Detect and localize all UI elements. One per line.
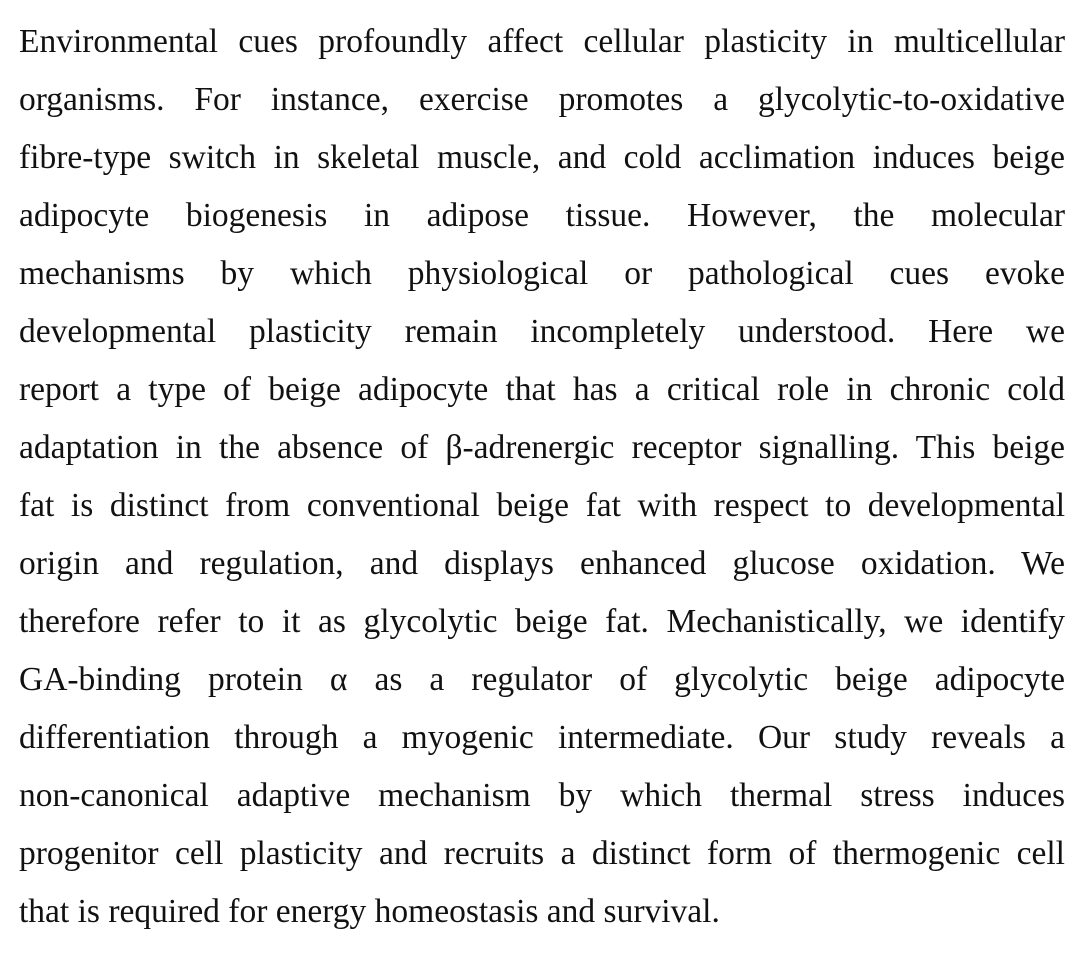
abstract-line: GA-binding protein α as a regulator of glycolytic beige adipocyte xyxy=(19,661,1065,698)
abstract-line: that is required for energy homeostasis and survival. xyxy=(19,893,720,930)
abstract-line: mechanisms by which physiological or pathological cues evoke xyxy=(19,255,1065,292)
abstract-line: Environmental cues profoundly affect cellular plasticity in multicellular xyxy=(19,23,1065,60)
abstract-line: fibre-type switch in skeletal muscle, and cold acclimation induces beige xyxy=(19,139,1065,176)
abstract-line: therefore refer to it as glycolytic beige fat. Mechanistically, we identify xyxy=(19,603,1065,640)
abstract-line: adipocyte biogenesis in adipose tissue. However, the molecular xyxy=(19,197,1065,234)
abstract-line: report a type of beige adipocyte that has a critical role in chronic cold xyxy=(19,371,1065,408)
abstract-line: organisms. For instance, exercise promotes a glycolytic-to-oxidative xyxy=(19,81,1065,118)
abstract-line: origin and regulation, and displays enhanced glucose oxidation. We xyxy=(19,545,1065,582)
abstract-paragraph xyxy=(19,13,1065,941)
abstract-line: non-canonical adaptive mechanism by which thermal stress induces xyxy=(19,777,1065,814)
abstract-line: progenitor cell plasticity and recruits a distinct form of thermogenic cell xyxy=(19,835,1065,872)
abstract-line: differentiation through a myogenic intermediate. Our study reveals a xyxy=(19,719,1065,756)
abstract-line: adaptation in the absence of β-adrenergic receptor signalling. This beige xyxy=(19,429,1065,466)
abstract-line: fat is distinct from conventional beige fat with respect to developmental xyxy=(19,487,1065,524)
abstract-line: developmental plasticity remain incompletely understood. Here we xyxy=(19,313,1065,350)
